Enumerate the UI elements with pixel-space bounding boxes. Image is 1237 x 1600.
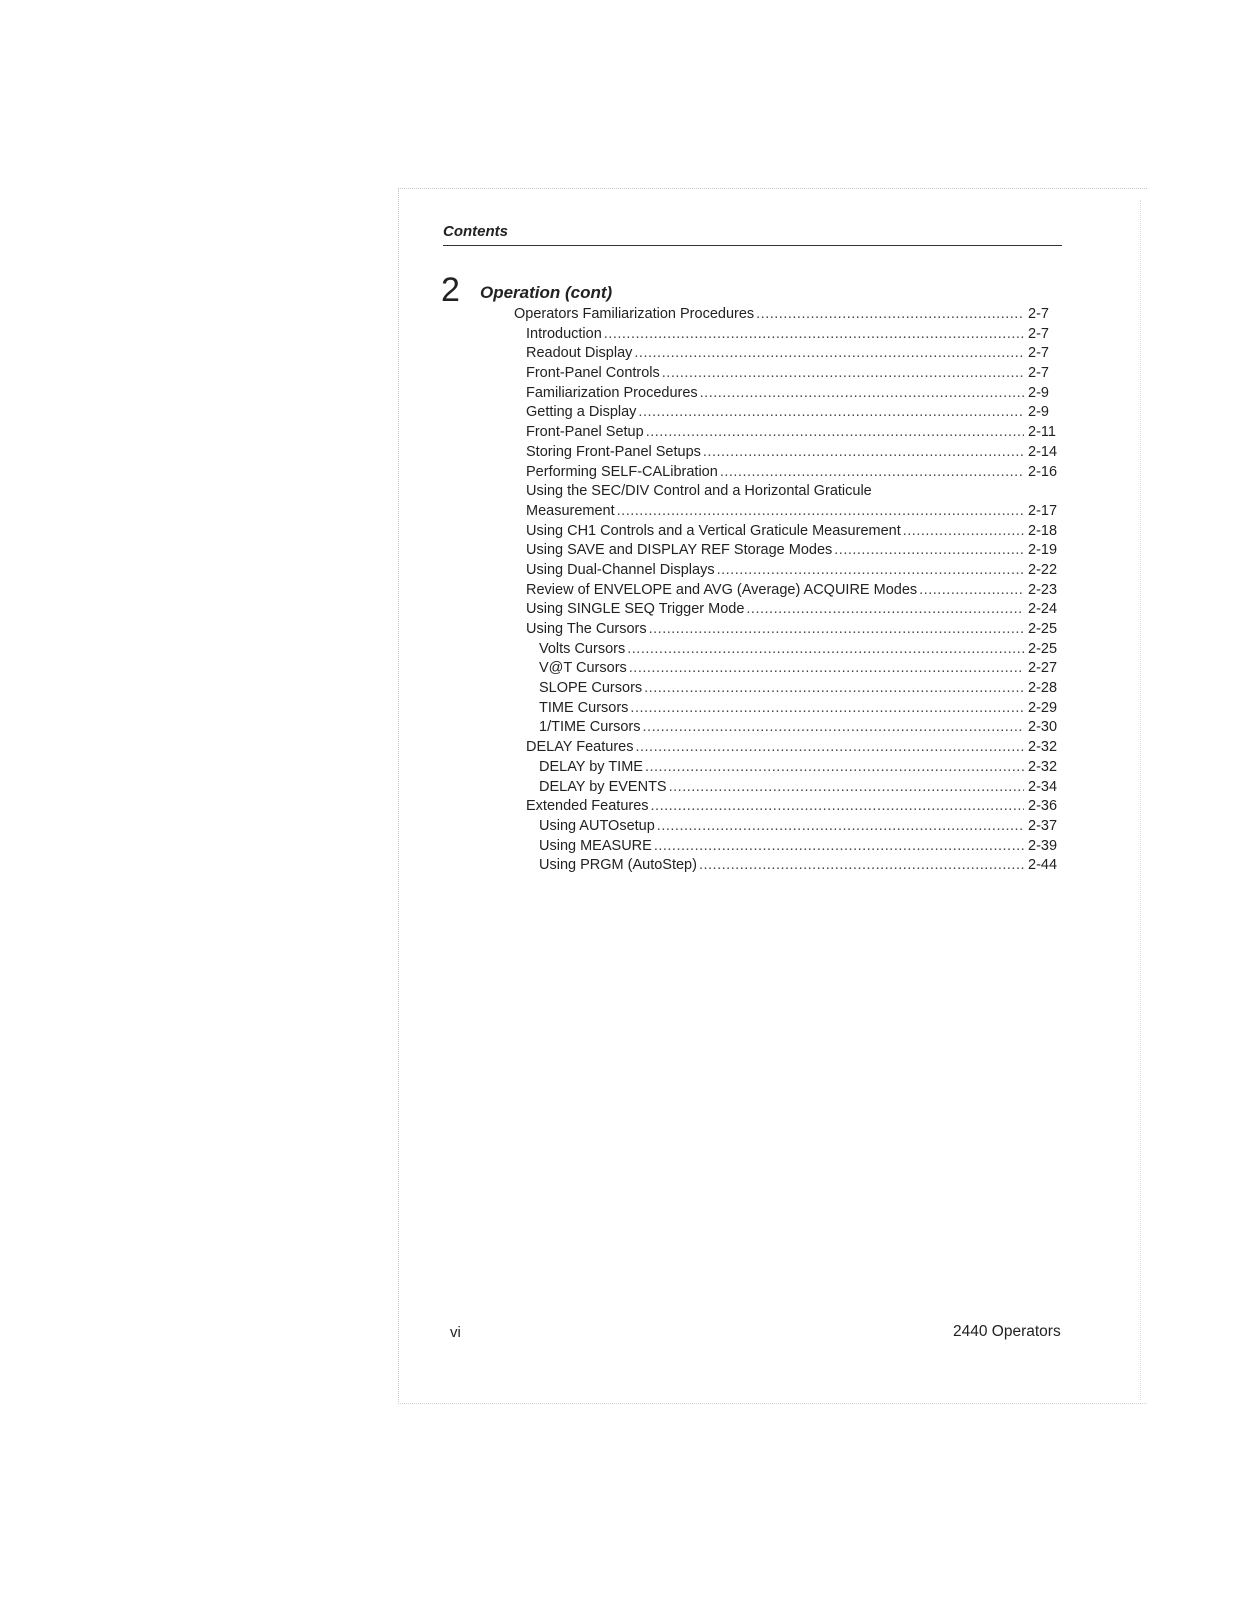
toc-entry-page: 2-23 [1028,581,1058,598]
toc-entry[interactable] [514,344,1062,364]
toc-entry-page: 2-27 [1028,660,1058,677]
dot-leader [919,581,1024,601]
toc-entry-title: SLOPE Cursors [539,680,643,697]
page-number: vi [450,1324,461,1341]
toc-entry-title: DELAY by EVENTS [539,778,667,795]
toc-entry-page: 2-16 [1028,463,1058,480]
toc-entry[interactable] [514,561,1062,581]
toc-entry-title: Getting a Display [526,404,637,421]
toc-entry-title: Using MEASURE [539,837,652,854]
toc-entry[interactable] [514,463,1062,483]
toc-entry-page: 2-7 [1028,306,1049,322]
toc-entry[interactable] [514,384,1062,404]
dot-leader [634,344,1024,364]
dot-leader [700,384,1024,404]
toc-entry-title: Measurement [526,502,615,519]
toc-entry[interactable] [514,778,1062,798]
toc-entry-title: Using PRGM (AutoStep) [539,857,697,874]
toc-entry-title: Storing Front-Panel Setups [526,443,701,460]
toc-entry-title: TIME Cursors [539,699,629,716]
toc-entry-title: Using the SEC/DIV Control and a Horizontal Graticule [526,483,872,500]
toc-entry[interactable] [514,718,1062,738]
toc-entry[interactable] [514,758,1062,778]
toc-entry-title: Operators Familiarization Procedures [514,306,755,322]
dot-leader [654,837,1024,857]
toc-entry-page: 2-39 [1028,837,1058,854]
toc-entry-page: 2-25 [1028,640,1058,657]
toc-entry-page: 2-24 [1028,601,1058,618]
toc-entry-page: 2-32 [1028,758,1058,775]
toc-entry-page: 2-34 [1028,778,1058,795]
dot-leader [645,758,1024,778]
toc-entry-page: 2-18 [1028,522,1058,539]
chapter-title: Operation (cont) [480,283,613,302]
toc-entry[interactable] [514,522,1062,542]
toc-entry-title: Readout Display [526,345,633,362]
toc-entry[interactable] [514,817,1062,837]
toc-entry[interactable] [514,620,1062,640]
toc-entry-page: 2-11 [1028,424,1056,441]
toc-entry[interactable] [514,659,1062,679]
toc-entry-title: Review of ENVELOPE and AVG (Average) ACQUIRE Modes [526,581,918,598]
toc-entry-title: Performing SELF-CALibration [526,463,718,480]
dot-leader [834,541,1024,561]
dot-leader [604,325,1024,345]
running-header: Contents [443,223,508,240]
toc-entry-page: 2-37 [1028,817,1058,834]
toc-entry[interactable] [514,679,1062,699]
dot-leader [699,856,1024,876]
dot-leader [651,797,1024,817]
toc-entry-title: Using CH1 Controls and a Vertical Graticule Measurement [526,522,901,539]
dot-leader [617,502,1024,522]
dot-leader [644,679,1024,699]
dot-leader [662,364,1024,384]
manual-title: 2440 Operators [953,1323,1061,1340]
toc-entry-title: Using SAVE and DISPLAY REF Storage Modes [526,542,833,559]
toc-entry-title: Volts Cursors [539,640,626,657]
toc-entry-page: 2-25 [1028,621,1058,637]
toc-entry-title: Using SINGLE SEQ Trigger Mode [526,601,745,618]
dot-leader [717,561,1024,581]
toc-entry-page: 2-17 [1028,502,1058,519]
toc-entry-title: Using Dual-Channel Displays [526,561,715,578]
toc-entry[interactable] [514,640,1062,660]
dot-leader [629,659,1024,679]
dot-leader [756,305,1024,325]
toc-entry-title: Familiarization Procedures [526,384,698,401]
dot-leader [649,620,1024,640]
toc-entry[interactable] [514,403,1062,423]
toc-entry[interactable] [514,541,1062,561]
dot-leader [635,738,1024,758]
toc-entry-page: 2-7 [1028,365,1049,382]
toc-entry[interactable] [514,797,1062,817]
toc-entry-title: Using AUTOsetup [539,817,655,834]
toc-entry-title: V@T Cursors [539,660,627,677]
toc-entry[interactable] [514,837,1062,857]
dot-leader [669,778,1024,798]
toc-entry-page: 2-22 [1028,561,1058,578]
toc-entry-page: 2-32 [1028,739,1058,756]
toc-entry[interactable] [514,856,1062,876]
toc-entry-title: Using The Cursors [526,621,647,637]
toc-entry[interactable] [514,738,1062,758]
toc-entry[interactable] [514,502,1062,522]
dot-leader [703,443,1024,463]
toc-entry[interactable] [514,443,1062,463]
toc-entry[interactable] [514,423,1062,443]
toc-entry-page: 2-28 [1028,680,1058,697]
toc-entry-title: Introduction [526,325,602,342]
toc-entry-page: 2-36 [1028,798,1058,815]
toc-entry-page: 2-7 [1028,345,1049,362]
toc-entry-title: Front-Panel Controls [526,365,660,382]
toc-entry-page: 2-44 [1028,857,1058,874]
dot-leader [903,522,1024,542]
toc-entry-page: 2-30 [1028,719,1058,736]
table-of-contents [514,305,1062,876]
dot-leader [638,403,1024,423]
toc-entry[interactable] [514,482,1062,502]
toc-entry-title: Front-Panel Setup [526,424,644,441]
dot-leader [630,699,1024,719]
toc-entry[interactable] [514,305,1062,325]
dot-leader [643,718,1024,738]
toc-entry-page: 2-9 [1028,404,1049,421]
dot-leader [746,600,1024,620]
toc-entry[interactable] [514,699,1062,719]
toc-entry-title: DELAY Features [526,739,634,756]
toc-entry-title: Extended Features [526,798,649,815]
toc-entry-title: DELAY by TIME [539,758,643,775]
toc-entry-page: 2-9 [1028,384,1049,401]
header-rule [443,245,1062,246]
toc-entry[interactable] [514,325,1062,345]
dot-leader [646,423,1024,443]
dot-leader [720,463,1024,483]
toc-entry[interactable] [514,600,1062,620]
toc-entry-page: 2-7 [1028,325,1049,342]
toc-entry[interactable] [514,364,1062,384]
toc-entry-page: 2-14 [1028,443,1058,460]
toc-entry[interactable] [514,581,1062,601]
dot-leader [627,640,1024,660]
toc-entry-page: 2-19 [1028,542,1058,559]
chapter-number: 2 [441,271,460,309]
toc-entry-title: 1/TIME Cursors [539,719,641,736]
dot-leader [657,817,1024,837]
scan-edge-marks [1140,200,1145,1400]
toc-entry-page: 2-29 [1028,699,1058,716]
